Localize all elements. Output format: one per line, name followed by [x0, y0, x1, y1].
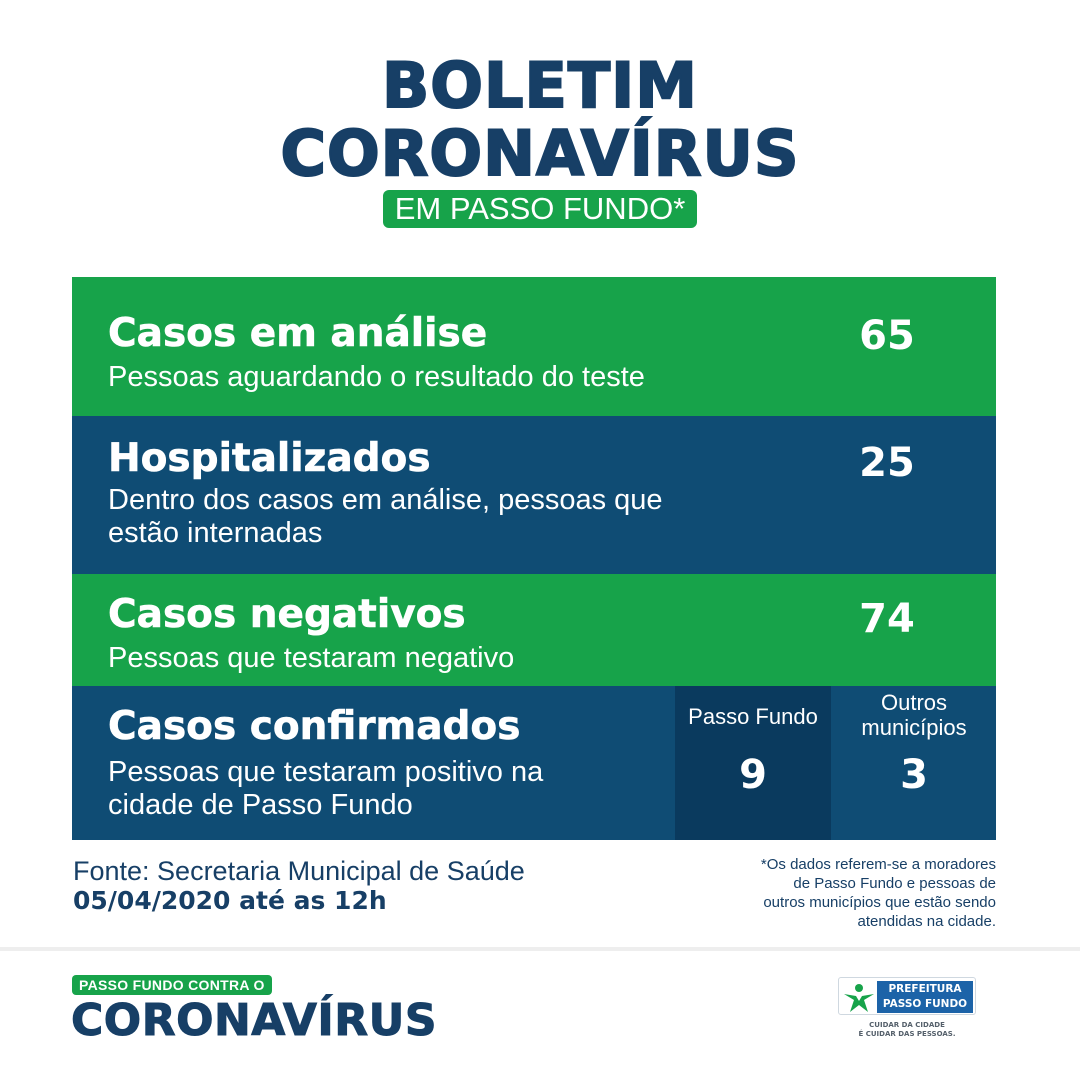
outros-municipios-value: 3 [900, 752, 928, 798]
title-line-2: CORONAVÍRUS [280, 117, 800, 190]
stat-description: Pessoas que testaram negativo [108, 642, 515, 674]
prefeitura-logo [838, 977, 976, 1015]
footnote-line: atendidas na cidade. [857, 913, 996, 930]
stat-row-hospitalizados [72, 416, 996, 574]
stat-row-negativos [72, 574, 996, 686]
stat-title: Casos negativos [108, 592, 466, 637]
stat-description-line: estão internadas [108, 517, 323, 549]
stat-title: Casos confirmados [108, 704, 521, 749]
stat-description-line: Dentro dos casos em análise, pessoas que [108, 484, 663, 516]
footnote-line: de Passo Fundo e pessoas de [793, 875, 996, 892]
prefeitura-logo-text [877, 981, 973, 1013]
source-block [73, 856, 525, 916]
stat-description [108, 484, 748, 550]
outros-label-line: Outros [880, 690, 948, 715]
passo-fundo-label: Passo Fundo [688, 704, 818, 729]
outros-label-line: municípios [861, 715, 967, 740]
passo-fundo-value: 9 [739, 752, 767, 798]
bulletin-header [0, 49, 1080, 228]
stat-description-line: Pessoas que testaram positivo na [108, 756, 544, 788]
prefeitura-tagline [838, 1021, 976, 1039]
passo-fundo-column [675, 686, 831, 840]
source-label: Fonte: Secretaria Municipal de Saúde [73, 856, 525, 886]
subtitle-badge: EM PASSO FUNDO* [383, 190, 698, 228]
footnote-line: *Os dados referem-se a moradores [760, 856, 996, 873]
stat-row-analise [72, 277, 996, 416]
stat-value: 25 [859, 440, 915, 486]
logo-line: PASSO FUNDO [882, 998, 968, 1010]
title-line-1: BOLETIM [382, 49, 698, 122]
tagline-line: É CUIDAR DAS PESSOAS. [858, 1030, 956, 1038]
stat-row-confirmados [72, 686, 996, 840]
stat-description: Pessoas aguardando o resultado do teste [108, 361, 645, 393]
outros-municipios-column [832, 686, 996, 840]
logo-line: PREFEITURA [888, 983, 962, 995]
stat-title: Hospitalizados [108, 436, 431, 481]
campaign-name: CORONAVÍRUS [71, 995, 438, 1046]
tagline-line: CUIDAR DA CIDADE [869, 1021, 945, 1029]
outros-municipios-label [832, 686, 996, 740]
stat-value: 74 [859, 596, 915, 642]
campaign-badge: PASSO FUNDO CONTRA O [72, 975, 272, 995]
stat-description-line: cidade de Passo Fundo [108, 789, 413, 821]
stat-description [108, 756, 748, 822]
stat-title: Casos em análise [108, 311, 488, 356]
footnote [696, 855, 996, 931]
footnote-line: outros municípios que estão sendo [763, 894, 996, 911]
report-date: 05/04/2020 até as 12h [73, 886, 387, 915]
stat-value: 65 [859, 313, 915, 359]
footer-divider [0, 947, 1080, 951]
prefeitura-figure-icon [842, 981, 876, 1013]
